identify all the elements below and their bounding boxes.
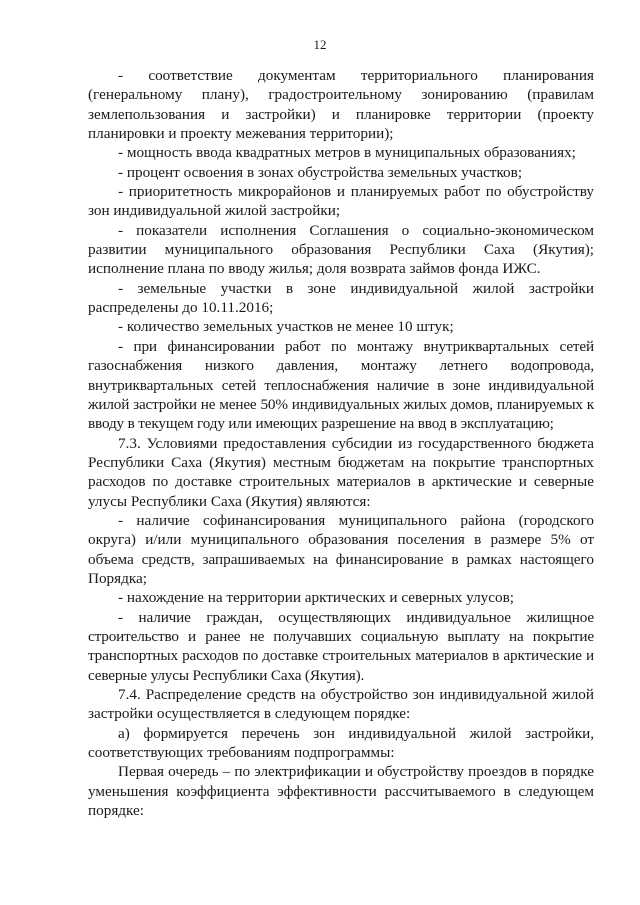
paragraph-microdistrict-priority: - приоритетность микрорайонов и планируемых работ по обустройству зон индивидуальной жилой застройки; (88, 183, 594, 220)
paragraph-first-priority: Первая очередь – по электрификации и обустройству проездов в порядке уменьшения коэффициента эффективности рассчитываемого в следующем порядке: (88, 763, 594, 820)
section-7-3: 7.3. Условиями предоставления субсидии из государственного бюджета Республики Саха (Якутия) местным бюджетам на покрытие транспортных расходов по доставке строительных материалов в арктические и северные улусы Республики Саха (Якутия) являются: (88, 434, 594, 510)
paragraph-network-financing: - при финансировании работ по монтажу внутриквартальных сетей газоснабжения низкого давления, монтажу летнего водопровода, внутриквартальных сетей теплоснабжения наличие в зоне индивидуальной жилой застройки не менее 50% индивидуальных жилых домов, планируемых к вводу в текущем году или имеющих разрешение на ввод в эксплуатацию; (88, 337, 594, 433)
paragraph-planning-compliance: - соответствие документам территориального планирования (генеральному плану), градостроительному зонированию (правилам землепользования и застройки) и планировке территории (проекту планировки и проекту межевания территории); (88, 67, 594, 143)
document-body (88, 66, 594, 820)
paragraph-agreement-indicators: - показатели исполнения Соглашения о социально-экономическом развитии муниципального образования Республики Саха (Якутия); исполнение плана по вводу жилья; доля возврата займов фонда ИЖС. (88, 221, 594, 278)
paragraph-plot-count: - количество земельных участков не менее 10 штук; (118, 318, 454, 336)
paragraph-land-development-percent: - процент освоения в зонах обустройства земельных участков; (118, 163, 523, 181)
paragraph-list-formation: а) формируется перечень зон индивидуальной жилой застройки, соответствующих требованиям подпрограммы: (88, 724, 594, 762)
paragraph-cofinancing: - наличие софинансирования муниципального района (городского округа) и/или муниципального образования поселения в размере 5% от объема средств, запрашиваемых на финансирование в рамках настоящего Порядка; (88, 511, 594, 587)
section-7-4: 7.4. Распределение средств на обустройство зон индивидуальной жилой застройки осуществляется в следующем порядке: (88, 686, 594, 723)
paragraph-citizens-construction: - наличие граждан, осуществляющих индивидуальное жилищное строительство и ранее не получавших социальную выплату на покрытие транспортных расходов по доставке строительных материалов в арктические и северные улусы Республики Саха (Якутия). (88, 608, 594, 684)
paragraph-arctic-territory: - нахождение на территории арктических и северных улусов; (118, 589, 514, 607)
paragraph-land-plots-distributed: - земельные участки в зоне индивидуальной жилой застройки распределены до 10.11.2016; (88, 279, 594, 317)
paragraph-input-capacity: - мощность ввода квадратных метров в муниципальных образованиях; (118, 144, 576, 162)
page-number: 12 (313, 37, 327, 52)
